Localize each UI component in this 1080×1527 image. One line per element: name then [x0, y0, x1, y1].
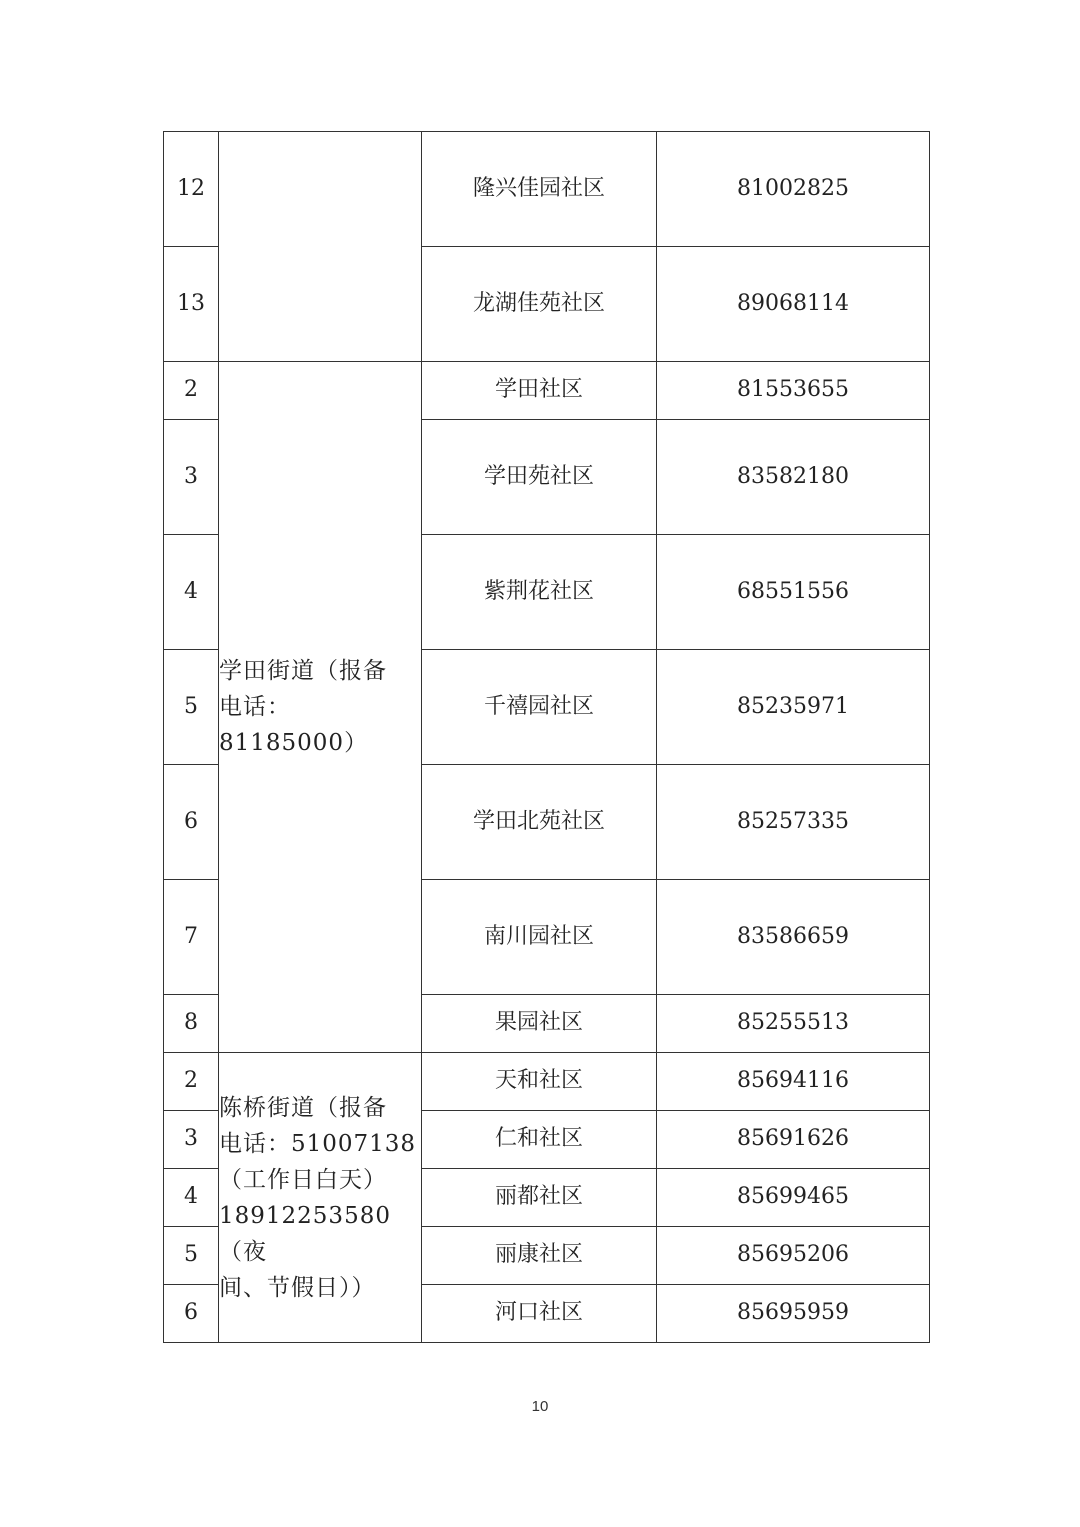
row-index: 6	[164, 765, 219, 880]
street-line: 电话：81185000）	[219, 694, 369, 756]
table-row	[164, 1053, 930, 1111]
row-index: 3	[164, 1111, 219, 1169]
street-line: 18912253580（夜	[219, 1202, 391, 1265]
community-name: 学田北苑社区	[422, 765, 657, 880]
community-phone: 85255513	[657, 995, 930, 1053]
row-index: 3	[164, 420, 219, 535]
community-phone: 85699465	[657, 1169, 930, 1227]
street-cell-xuetian	[219, 362, 422, 1053]
community-phone: 83586659	[657, 880, 930, 995]
table-row	[164, 362, 930, 420]
row-index: 2	[164, 362, 219, 420]
street-cell-empty	[219, 132, 422, 362]
community-name: 丽康社区	[422, 1227, 657, 1285]
community-phone: 89068114	[657, 247, 930, 362]
street-line: 间、节假日））	[219, 1274, 376, 1301]
table-row	[164, 132, 930, 247]
community-phone: 85235971	[657, 650, 930, 765]
row-index: 4	[164, 535, 219, 650]
community-name: 学田社区	[422, 362, 657, 420]
row-index: 2	[164, 1053, 219, 1111]
community-name: 龙湖佳苑社区	[422, 247, 657, 362]
community-phone: 85257335	[657, 765, 930, 880]
community-name: 南川园社区	[422, 880, 657, 995]
community-name: 仁和社区	[422, 1111, 657, 1169]
community-phone: 85695206	[657, 1227, 930, 1285]
row-index: 5	[164, 650, 219, 765]
community-name: 隆兴佳园社区	[422, 132, 657, 247]
row-index: 4	[164, 1169, 219, 1227]
row-index: 7	[164, 880, 219, 995]
row-index: 5	[164, 1227, 219, 1285]
row-index: 12	[164, 132, 219, 247]
community-name: 丽都社区	[422, 1169, 657, 1227]
community-phone: 81553655	[657, 362, 930, 420]
community-phone: 85695959	[657, 1285, 930, 1343]
street-name-chenqiao	[219, 1090, 421, 1306]
community-name: 千禧园社区	[422, 650, 657, 765]
community-name: 学田苑社区	[422, 420, 657, 535]
row-index: 13	[164, 247, 219, 362]
street-line: 陈桥街道（报备	[219, 1094, 387, 1121]
community-phone: 68551556	[657, 535, 930, 650]
street-name-xuetian	[219, 653, 421, 761]
community-contact-table	[163, 131, 930, 1343]
street-line: （工作日白天）	[219, 1166, 387, 1193]
street-cell-chenqiao	[219, 1053, 422, 1343]
community-name: 紫荆花社区	[422, 535, 657, 650]
row-index: 6	[164, 1285, 219, 1343]
community-phone: 85694116	[657, 1053, 930, 1111]
community-name: 果园社区	[422, 995, 657, 1053]
page-number: 10	[531, 1398, 549, 1415]
community-name: 天和社区	[422, 1053, 657, 1111]
community-phone: 85691626	[657, 1111, 930, 1169]
community-name: 河口社区	[422, 1285, 657, 1343]
row-index: 8	[164, 995, 219, 1053]
street-line: 电话：51007138	[219, 1130, 417, 1157]
street-line: 学田街道（报备	[219, 658, 387, 684]
community-phone: 83582180	[657, 420, 930, 535]
community-phone: 81002825	[657, 132, 930, 247]
